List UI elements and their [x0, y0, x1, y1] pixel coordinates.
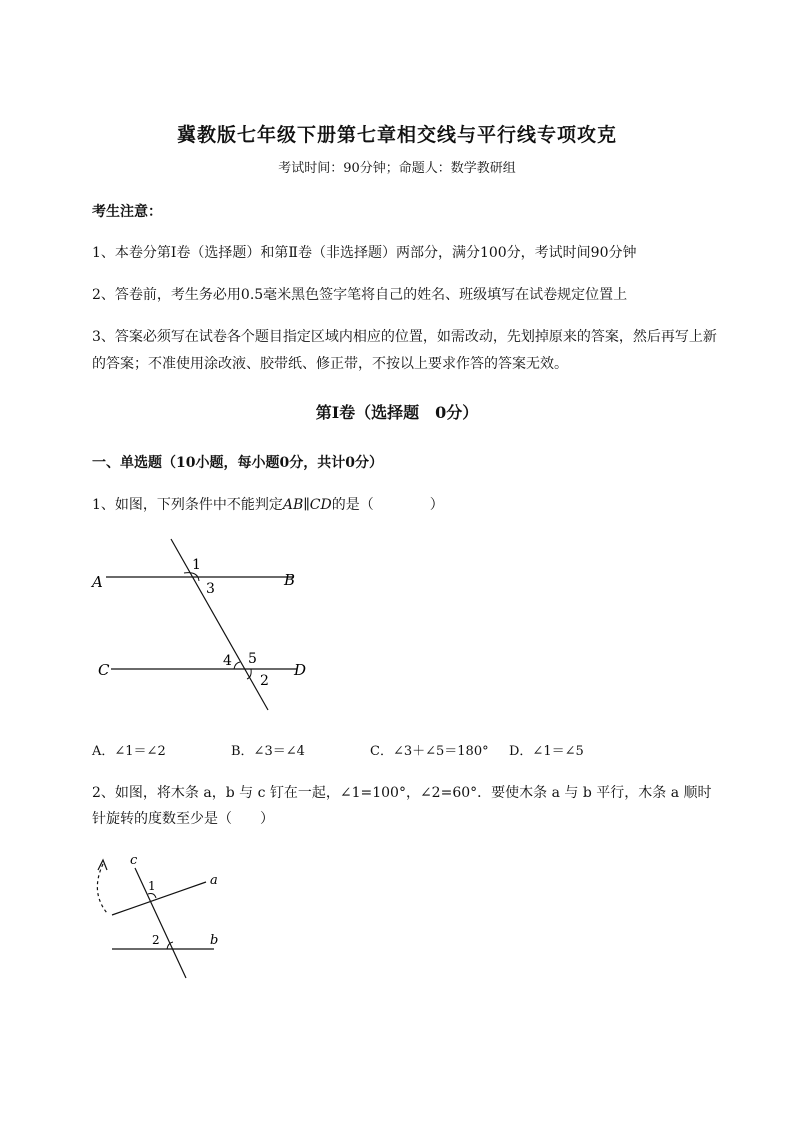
option-a[interactable]: A．∠1＝∠2: [92, 744, 166, 759]
notice-item-1: 1、本卷分第I卷（选择题）和第Ⅱ卷（非选择题）两部分，满分100分，考试时间90分钟: [92, 245, 637, 261]
rotation-arrow: [97, 864, 107, 913]
question-1-prefix: 1、如图，下列条件中不能判定: [92, 497, 283, 513]
stick-c: [135, 868, 186, 978]
label-stick-a: a: [210, 873, 218, 888]
question-1-options: [92, 740, 584, 759]
angle-1-label: 1: [148, 879, 156, 893]
question-1-figure: [88, 535, 328, 715]
angle-4-arc: [234, 662, 240, 669]
angle-2-label: 2: [152, 933, 160, 947]
transversal-line: [171, 539, 268, 710]
option-b[interactable]: B．∠3＝∠4: [231, 744, 305, 759]
angle-1-label: 1: [192, 557, 201, 573]
angle-2-label: 2: [260, 673, 269, 689]
label-d: D: [294, 661, 307, 679]
option-d[interactable]: D．∠1＝∠5: [509, 744, 584, 759]
page-title: 冀教版七年级下册第七章相交线与平行线专项攻克: [176, 124, 617, 146]
question-1-stem: [92, 494, 444, 514]
angle-4-label: 4: [223, 653, 232, 669]
label-stick-b: b: [210, 933, 219, 948]
label-a: A: [92, 573, 103, 591]
notice-item-3-cont: 的答案；不准使用涂改液、胶带纸、修正带，不按以上要求作答的答案无效。: [92, 356, 568, 372]
label-c: C: [98, 661, 110, 679]
option-c[interactable]: C．∠3＋∠5＝180°: [370, 744, 489, 759]
part-title: 一、单选题（10小题，每小题0分，共计0分）: [92, 455, 383, 471]
angle-3-label: 3: [206, 581, 215, 597]
angle-5-label: 5: [248, 651, 257, 667]
notice-item-2: 2、答卷前，考生务必用0.5毫米黑色签字笔将自己的姓名、班级填写在试卷规定位置上: [92, 287, 628, 303]
notice-heading: 考生注意：: [92, 204, 162, 220]
label-stick-c: c: [130, 853, 138, 868]
question-1-math: AB∥CD: [282, 497, 332, 513]
stick-a: [112, 882, 206, 915]
section-title: 第I卷（选择题 0分）: [315, 403, 479, 422]
question-2-stem-line-2: 针旋转的度数至少是（ ）: [92, 811, 274, 827]
exam-info: 考试时间：90分钟；命题人：数学教研组: [278, 161, 516, 176]
notice-item-3: 3、答案必须写在试卷各个题目指定区域内相应的位置，如需改动，先划掉原来的答案，然后再写上新: [92, 329, 717, 345]
question-1-suffix: 的是（ ）: [331, 497, 444, 513]
label-b: B: [284, 571, 296, 589]
question-2-stem-line-1: 2、如图，将木条 a，b 与 c 钉在一起，∠1=100°，∠2=60°．要使木条 a 与 b 平行，木条 a 顺时: [92, 785, 712, 801]
question-2-figure: [88, 850, 238, 990]
